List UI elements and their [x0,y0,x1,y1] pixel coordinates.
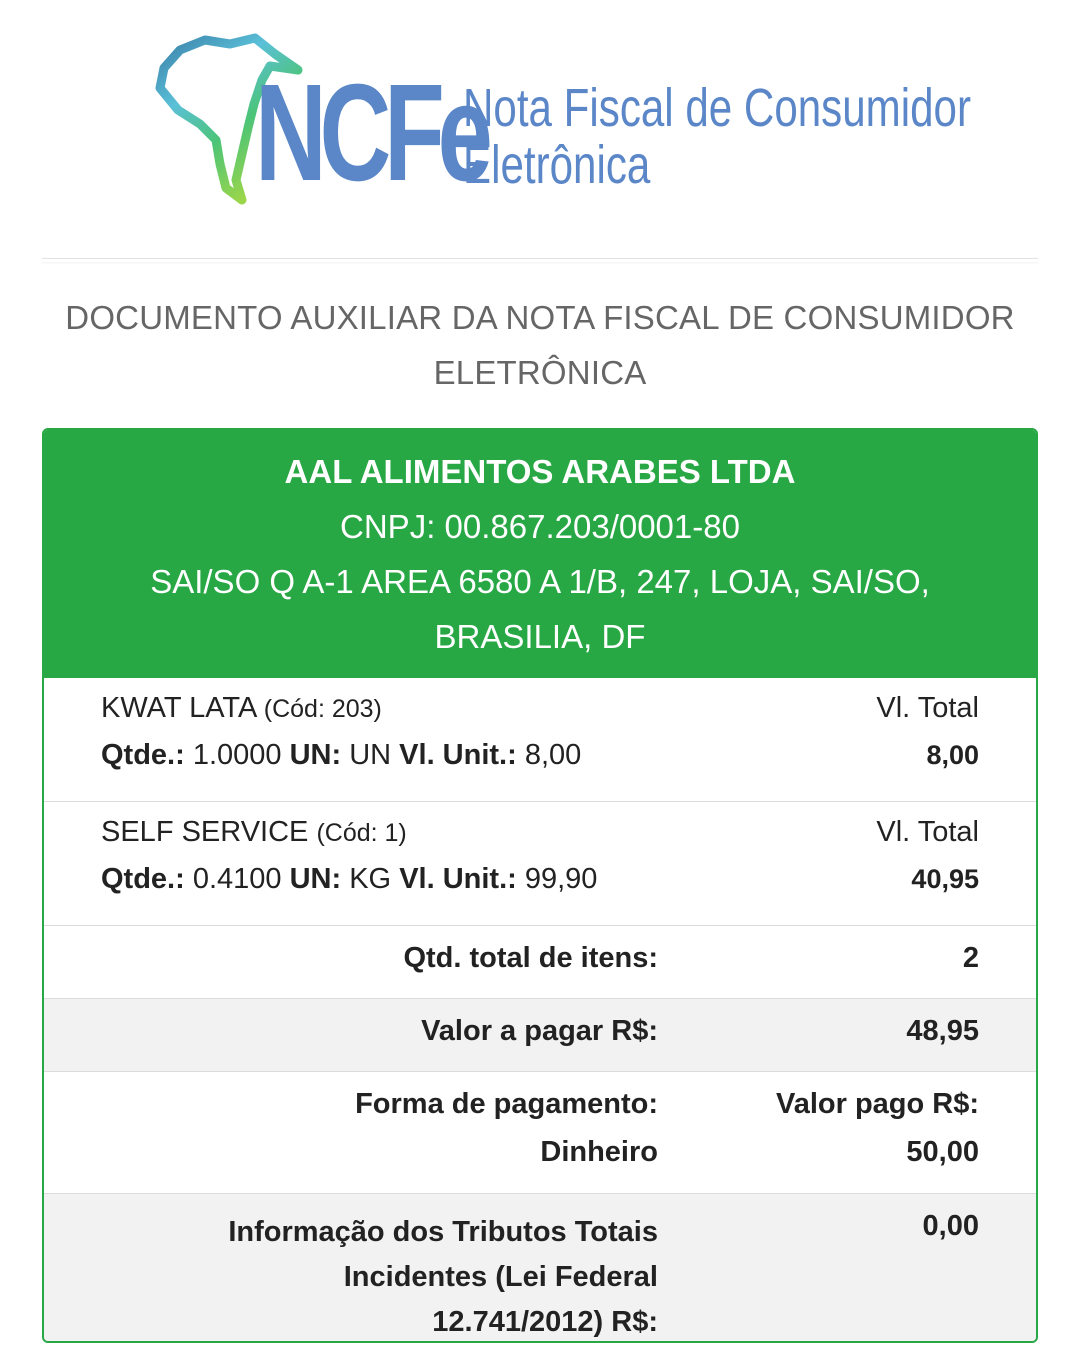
item-qtde: 1.0000 [192,739,282,771]
un-label: UN: [289,739,342,771]
vl-total-label: Vl. Total [876,816,979,848]
item-code: (Cód: 1) [316,819,407,847]
payment-method-label: Forma de pagamento: [355,1088,658,1120]
taxes-value: 0,00 [922,1210,979,1242]
vl-unit-label: Vl. Unit.: [399,863,517,895]
item-name [101,816,407,849]
amount-paid-label: Valor pago R$: [775,1088,979,1120]
company-address-line2: BRASILIA, DF [434,618,646,655]
qtde-label: Qtde.: [101,739,185,771]
item-details [101,739,581,772]
divider [42,258,1038,262]
item-vl-unit: 8,00 [524,739,582,771]
logo-area [0,0,1077,260]
amount-due-label: Valor a pagar R$: [421,1015,658,1047]
company-header [44,430,1036,678]
taxes-label: Informação dos Tributos Totais Incidentes (Lei Federal 12.741/2012) R$: [228,1216,658,1338]
amount-due-value: 48,95 [906,1015,979,1047]
item-row [44,678,1036,802]
item-un: KG [349,863,392,895]
company-cnpj: CNPJ: 00.867.203/0001-80 [340,508,740,545]
qtde-label: Qtde.: [101,863,185,895]
item-name [101,692,382,725]
item-vl-total: 40,95 [911,864,979,894]
item-row [44,802,1036,926]
total-items-row [44,926,1036,999]
item-vl-total: 8,00 [926,740,979,770]
item-code: (Cód: 203) [263,695,382,723]
taxes-row [44,1194,1036,1343]
logo-brand: NCFe [255,56,486,210]
payment-row [44,1072,1036,1194]
item-vl-unit: 99,90 [524,863,598,895]
logo-subtitle-line2: Eletrônica [463,135,651,195]
document-title-line2: ELETRÔNICA [433,354,647,391]
vl-unit-label: Vl. Unit.: [399,739,517,771]
vl-total-label: Vl. Total [876,692,979,724]
document-title-line1: DOCUMENTO AUXILIAR DA NOTA FISCAL DE CONSUMIDOR [65,299,1015,336]
item-details [101,863,597,896]
company-name: AAL ALIMENTOS ARABES LTDA [284,453,796,490]
payment-method-value: Dinheiro [540,1136,658,1168]
amount-paid-value: 50,00 [906,1136,979,1168]
total-items-value: 2 [962,942,979,974]
item-name-text: SELF SERVICE [101,816,309,848]
un-label: UN: [289,863,342,895]
item-un: UN [349,739,392,771]
amount-due-row [44,999,1036,1072]
item-name-text: KWAT LATA [101,692,256,724]
document-title [42,290,1038,400]
company-address-line1: SAI/SO Q A-1 AREA 6580 A 1/B, 247, LOJA, SAI/SO, [150,563,930,600]
receipt-card [42,428,1038,1343]
item-qtde: 0.4100 [192,863,282,895]
logo-subtitle-line1: Nota Fiscal de Consumidor [463,78,971,138]
total-items-label: Qtd. total de itens: [403,942,658,974]
